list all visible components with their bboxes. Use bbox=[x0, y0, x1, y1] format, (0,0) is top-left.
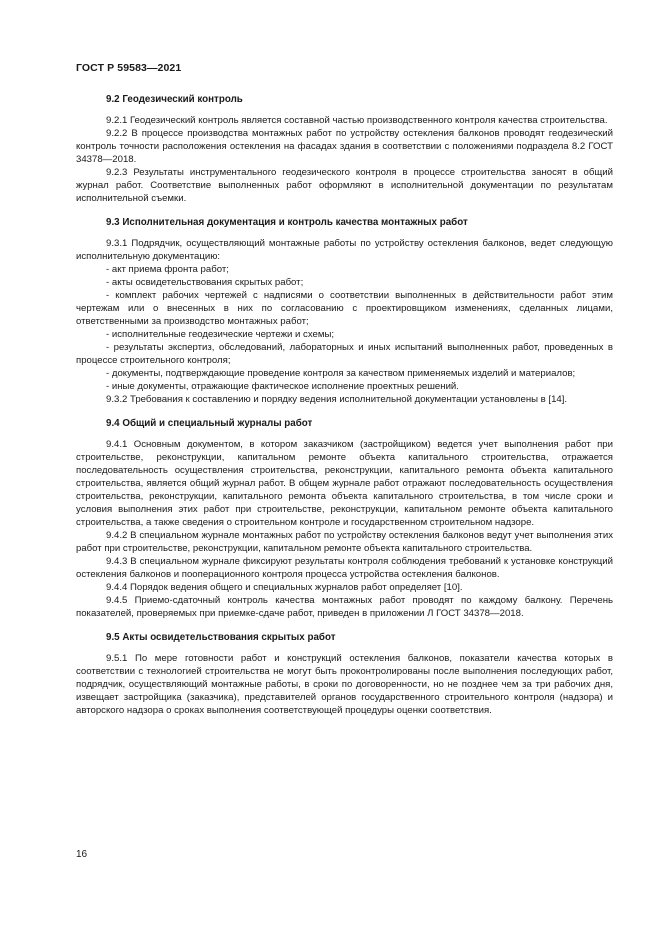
page-number: 16 bbox=[76, 849, 88, 860]
list-item: - результаты экспертиз, обследований, лабораторных и иных испытаний выполненных работ, проведенных в процессе строительного контроля; bbox=[76, 342, 613, 366]
paragraph-9-2-2: 9.2.2 В процессе производства монтажных работ по устройству остекления балконов проводят геодезический контроль точности расположения остекления на фасадах здания в соответствии с положениями подраздела 8.2 ГОСТ 34378—2018. bbox=[76, 128, 613, 165]
paragraph-9-5-1: 9.5.1 По мере готовности работ и конструкций остекления балконов, показатели качества которых в соответствии с технологией строительства не могут быть проконтролированы после выполнения последующих работ, подрядчик, осуществляющий монтажные работы, в сроки по договоренности, но не позднее чем за три рабочих дня, извещает застройщика (заказчика), представителей органов государственного строительного контроля (надзора) и авторского надзора о сроках выполнения соответствующей процедуры оценки соответствия. bbox=[76, 653, 613, 716]
paragraph-9-4-4: 9.4.4 Порядок ведения общего и специальных журналов работ определяет [10]. bbox=[106, 582, 463, 593]
paragraph-9-2-3: 9.2.3 Результаты инструментального геодезического контроля в процессе строительства заносят в общий журнал работ. Соответствие выполненных работ оформляют в исполнительной документации по результатам исполнительной съемки. bbox=[76, 167, 613, 204]
section-heading-9-3: 9.3 Исполнительная документация и контроль качества монтажных работ bbox=[106, 217, 468, 228]
list-item: - исполнительные геодезические чертежи и схемы; bbox=[106, 329, 335, 340]
list-item: - комплект рабочих чертежей с надписями о соответствии выполненных в действительности работ этим чертежам или о внесенных в них по согласованию с проектировщиком изменениях, сделанных лицами, ответственными за производство монтажных работ; bbox=[76, 290, 613, 327]
section-heading-9-5: 9.5 Акты освидетельствования скрытых работ bbox=[106, 632, 336, 643]
paragraph-9-3-1: 9.3.1 Подрядчик, осуществляющий монтажные работы по устройству остекления балконов, ведет следующую исполнительную документацию: bbox=[76, 238, 613, 262]
paragraph-9-4-3: 9.4.3 В специальном журнале фиксируют результаты контроля соблюдения требований к установке конструкций остекления балконов и пооперационного контроля процесса устройства остекления балконов. bbox=[76, 556, 613, 580]
document-body bbox=[76, 93, 613, 717]
list-item: - акты освидетельствования скрытых работ; bbox=[106, 277, 304, 288]
paragraph-9-4-2: 9.4.2 В специальном журнале монтажных работ по устройству остекления балконов ведут учет выполнения этих работ при строительстве, реконструкции, капитальном ремонте объекта капитального строительства. bbox=[76, 530, 613, 554]
section-heading-9-2: 9.2 Геодезический контроль bbox=[106, 94, 243, 105]
list-item: - иные документы, отражающие фактическое исполнение проектных решений. bbox=[106, 381, 459, 392]
paragraph-9-4-1: 9.4.1 Основным документом, в котором заказчиком (застройщиком) ведется учет выполнения работ при строительстве, реконструкции, капитальном ремонте объекта капитального строительства, отражается последовательность осуществления строительства, реконструкции, капитального ремонта объекта капитального строительства, является общий журнал работ. В общем журнале работ отражают последовательность осуществления строительства, реконструкции, капитального ремонта объекта капитального строительства, в том числе сроки и условия выполнения этих работ при строительстве, реконструкции, капитальном ремонте объекта капитального строительства, а также сведения о строительном контроле и государственном строительном надзоре. bbox=[76, 439, 613, 528]
standard-header: ГОСТ Р 59583—2021 bbox=[76, 62, 182, 74]
list-item: - акт приема фронта работ; bbox=[106, 264, 229, 275]
paragraph-9-3-2: 9.3.2 Требования к составлению и порядку ведения исполнительной документации установлены в [14]. bbox=[106, 394, 568, 405]
section-heading-9-4: 9.4 Общий и специальный журналы работ bbox=[106, 418, 313, 429]
paragraph-9-4-5: 9.4.5 Приемо-сдаточный контроль качества монтажных работ проводят по каждому балкону. Перечень показателей, проверяемых при приемке-сдаче работ, приведен в приложении Л ГОСТ 34378—2018. bbox=[76, 595, 613, 619]
paragraph-9-2-1: 9.2.1 Геодезический контроль является составной частью производственного контроля качества строительства. bbox=[106, 115, 608, 126]
list-item: - документы, подтверждающие проведение контроля за качеством применяемых изделий и материалов; bbox=[106, 368, 576, 379]
